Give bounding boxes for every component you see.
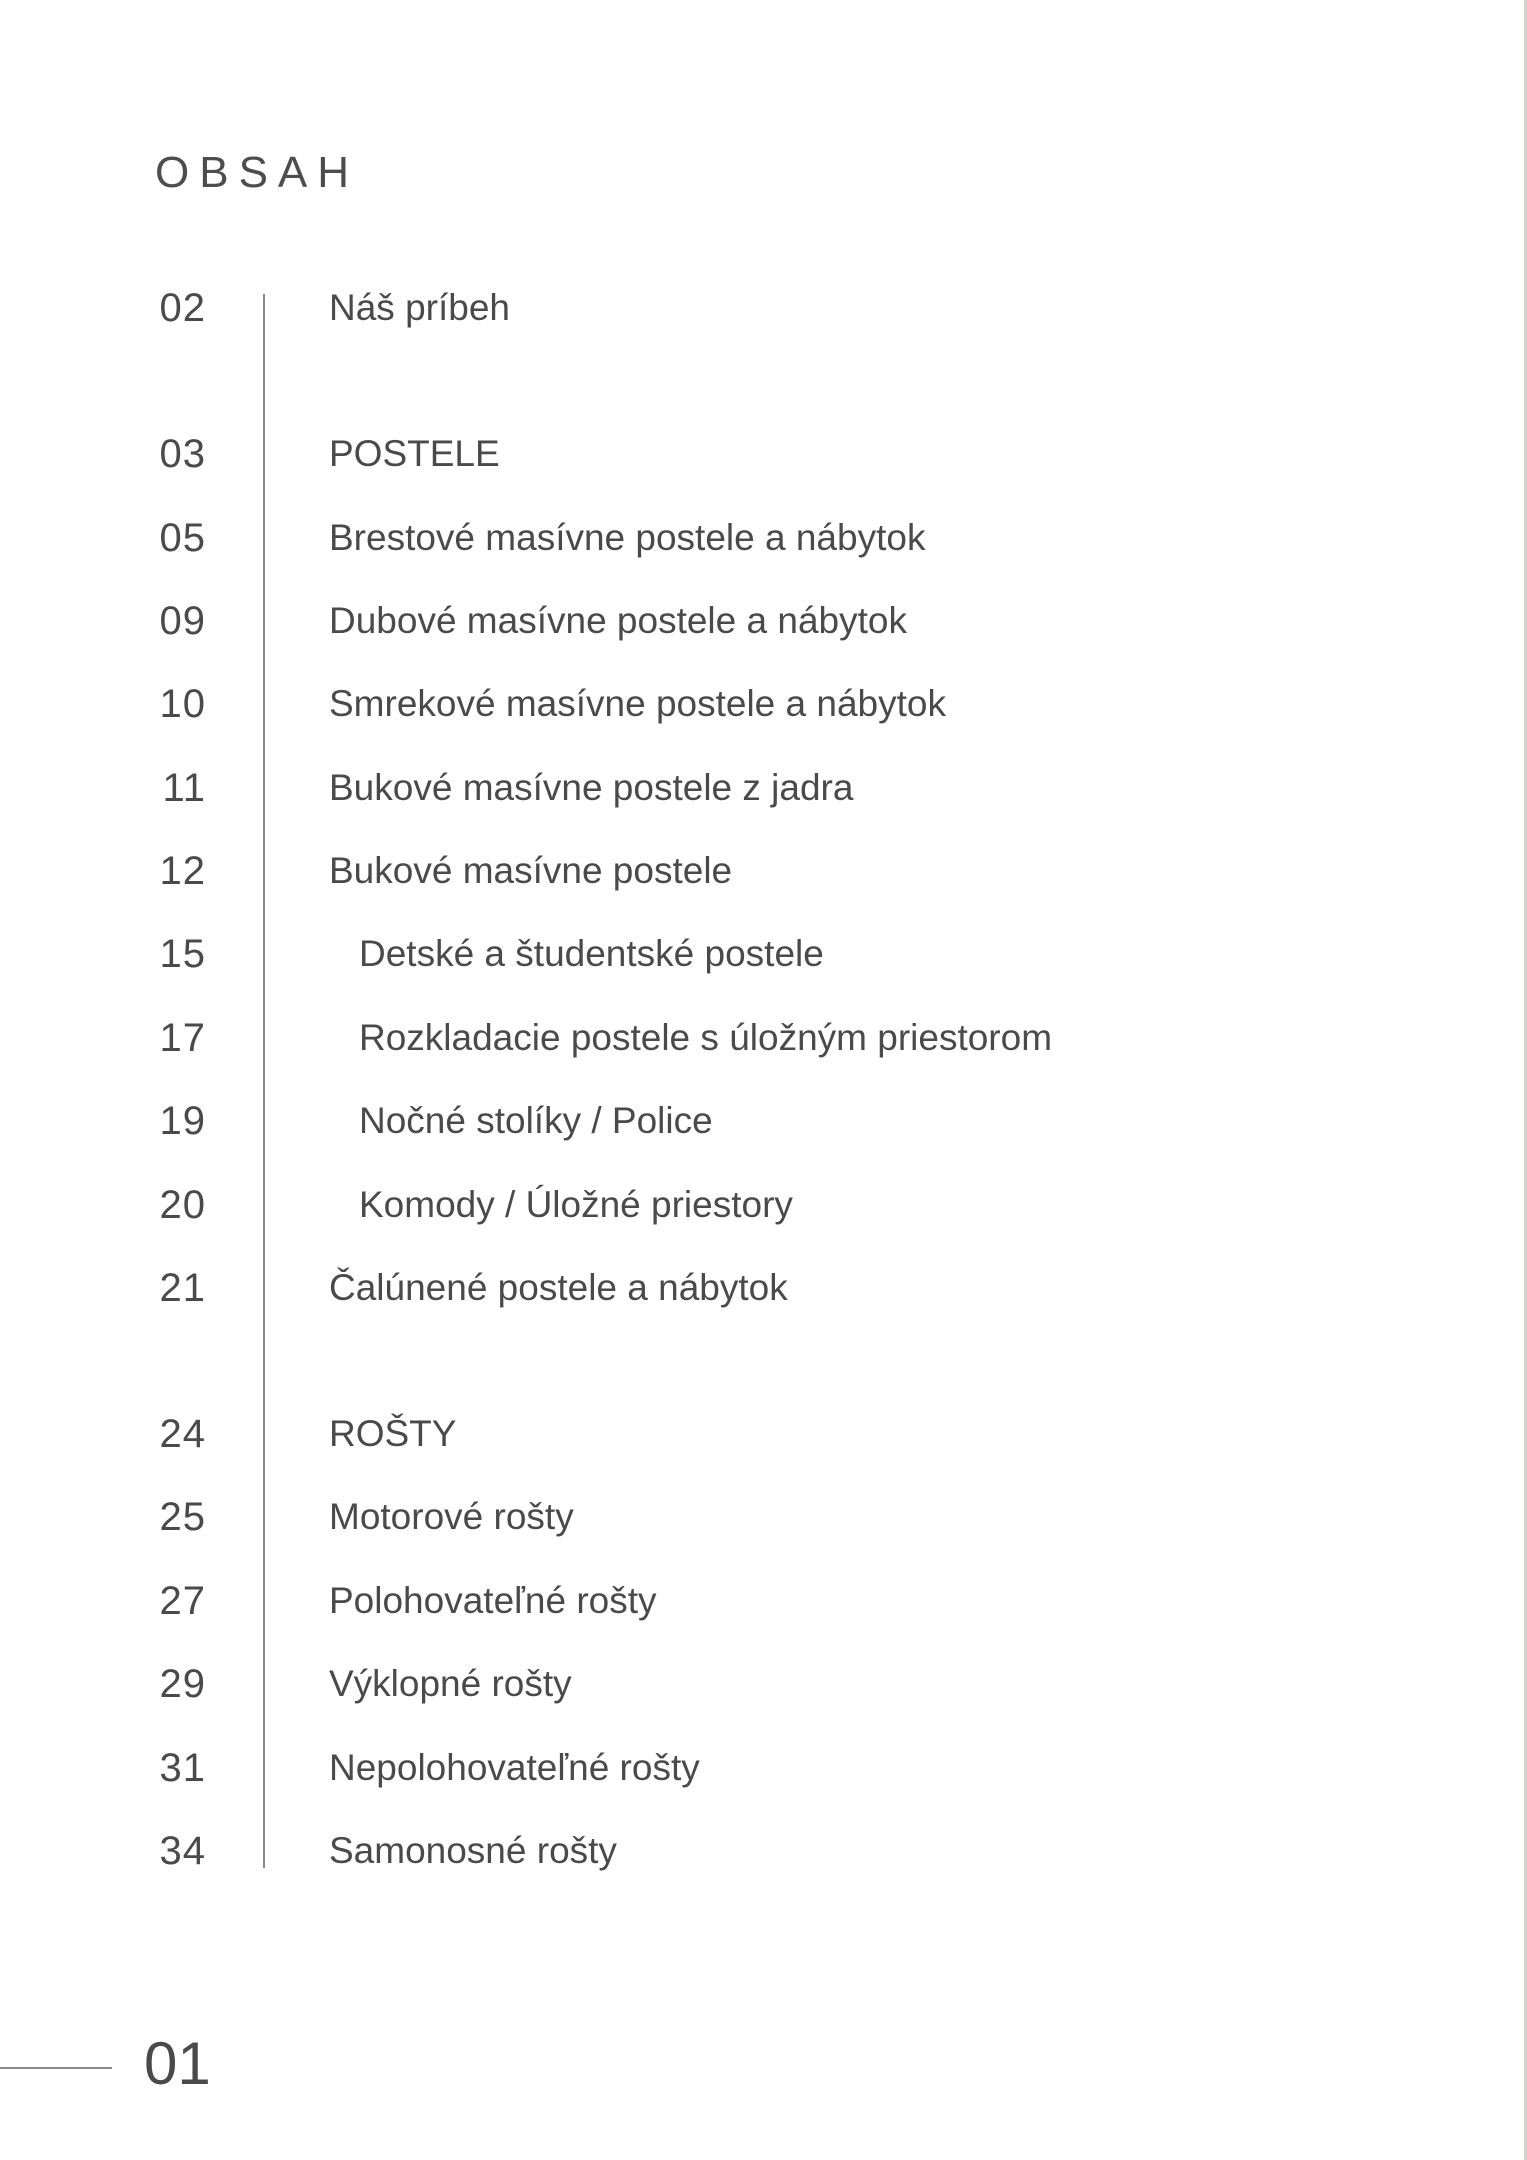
- toc-entry-title: Nepolohovateľné rošty: [329, 1747, 700, 1788]
- toc-entry-title: Komody / Úložné priestory: [359, 1184, 793, 1225]
- toc-entry[interactable]: [0, 674, 1400, 734]
- toc-entry-title: Nočné stolíky / Police: [359, 1100, 713, 1141]
- toc-entry-title: Detské a študentské postele: [359, 933, 824, 974]
- toc-subentry[interactable]: [0, 1008, 1400, 1068]
- toc-entry[interactable]: [0, 278, 1400, 338]
- toc-entry-title: Bukové masívne postele: [329, 850, 733, 891]
- toc-entry-title: Bukové masívne postele z jadra: [329, 767, 854, 808]
- toc-page-number: 17: [159, 1016, 206, 1060]
- toc-entry-title: Motorové rošty: [329, 1496, 574, 1537]
- toc-entry[interactable]: [0, 1258, 1400, 1318]
- toc-entry-title: Smrekové masívne postele a nábytok: [329, 683, 946, 724]
- toc-entry[interactable]: [0, 758, 1400, 818]
- toc-page-number: 21: [159, 1266, 206, 1310]
- toc-entry[interactable]: [0, 591, 1400, 651]
- toc-entry-title: ROŠTY: [329, 1413, 457, 1454]
- toc-subentry[interactable]: [0, 1175, 1400, 1235]
- toc-page-number: 12: [159, 849, 206, 893]
- toc-entry[interactable]: [0, 1654, 1400, 1714]
- toc-entry-title: Výklopné rošty: [329, 1663, 572, 1704]
- toc-entry-title: Samonosné rošty: [329, 1830, 617, 1871]
- toc-subentry[interactable]: [0, 924, 1400, 984]
- toc-entry[interactable]: [0, 1738, 1400, 1798]
- toc-page-number: 09: [159, 599, 206, 643]
- toc-entry-title: Polohovateľné rošty: [329, 1580, 657, 1621]
- toc-page-number: 19: [159, 1099, 206, 1143]
- toc-page-number: 20: [159, 1183, 206, 1227]
- toc-page-number: 03: [159, 432, 206, 476]
- toc-page-number: 34: [159, 1829, 206, 1873]
- toc-entry[interactable]: [0, 1821, 1400, 1881]
- toc-entry[interactable]: [0, 1571, 1400, 1631]
- toc-section-heading[interactable]: [0, 424, 1400, 484]
- toc-page-number: 24: [159, 1412, 206, 1456]
- toc-page-number: 25: [159, 1495, 206, 1539]
- toc-page-number: 15: [159, 932, 206, 976]
- toc-section-heading[interactable]: [0, 1404, 1400, 1464]
- toc-entry[interactable]: [0, 508, 1400, 568]
- toc-entry-title: Náš príbeh: [329, 287, 510, 328]
- toc-entry[interactable]: [0, 1487, 1400, 1547]
- toc-page-number: 29: [159, 1662, 206, 1706]
- toc-page-number: 02: [159, 286, 206, 330]
- toc-entry-title: POSTELE: [329, 433, 500, 474]
- toc-page-number: 27: [159, 1579, 206, 1623]
- toc-page-number: 31: [159, 1746, 206, 1790]
- toc-entry-title: Čalúnené postele a nábytok: [329, 1267, 788, 1308]
- toc-entry[interactable]: [0, 841, 1400, 901]
- toc-page-number: 05: [159, 516, 206, 560]
- toc-page-number: 10: [159, 682, 206, 726]
- page-title: OBSAH: [155, 148, 360, 197]
- toc-page-number: 11: [162, 766, 206, 810]
- toc-subentry[interactable]: [0, 1091, 1400, 1151]
- footer-rule: [0, 2067, 112, 2069]
- toc-entry-title: Dubové masívne postele a nábytok: [329, 600, 907, 641]
- toc-entry-title: Brestové masívne postele a nábytok: [329, 517, 926, 558]
- toc-entry-title: Rozkladacie postele s úložným priestorom: [359, 1017, 1053, 1058]
- page-number: 01: [144, 2030, 211, 2097]
